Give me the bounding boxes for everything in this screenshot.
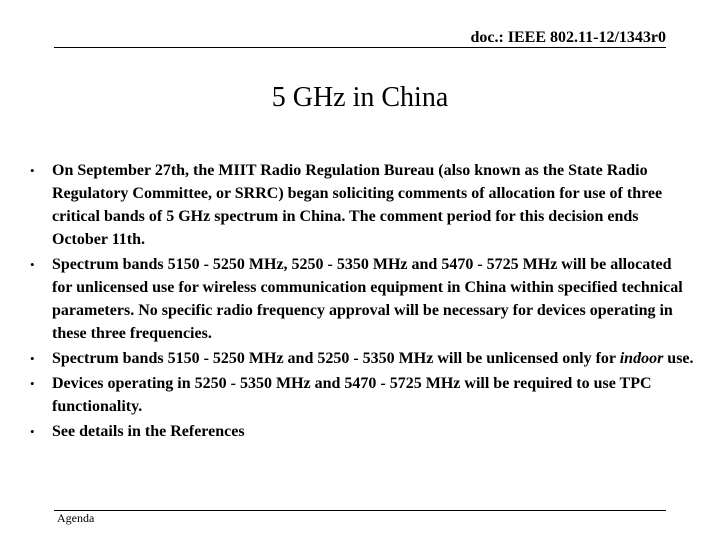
slide-title: 5 GHz in China [271,82,449,113]
bullet-marker: • [30,424,35,439]
bullet-marker: • [30,376,35,391]
bullet-marker: • [30,257,35,272]
document-id: doc.: IEEE 802.11-12/1343r0 [470,29,666,46]
bullet-item [25,253,695,345]
bullet-text: On September 27th, the MIIT Radio Regulation Bureau (also known as the State Radio Regulatory Committee, or SRRC) began soliciting comments of allocation for use of three critical bands of 5 GHz spectrum in China. The comment period for this decision ends October 11th. [52,162,663,248]
bullet-marker: • [30,163,35,178]
bullet-item [25,347,695,370]
footer-divider [54,510,666,511]
bullet-item [25,372,695,418]
bullet-list [25,159,695,445]
bullet-item [25,159,695,251]
header-divider [54,47,666,48]
bullet-text-start: Spectrum bands 5150 - 5250 MHz and 5250 - 5350 MHz will be unlicensed only for [52,350,620,367]
bullet-text [52,350,694,367]
bullet-text: See details in the References [52,423,245,440]
bullet-text-end: use. [663,350,694,367]
bullet-text: Spectrum bands 5150 - 5250 MHz, 5250 - 5350 MHz and 5470 - 5725 MHz will be allocated for unlicensed use for wireless communication equipment in China within specified technical parameters. No specific radio frequency approval will be necessary for devices operating in these three frequencies. [52,256,683,342]
bullet-marker: • [30,351,35,366]
bullet-text-emphasis: indoor [619,350,664,367]
bullet-text: Devices operating in 5250 - 5350 MHz and 5470 - 5725 MHz will be required to use TPC functionality. [52,375,652,415]
footer-label: Agenda [57,511,95,525]
bullet-item [25,420,695,443]
